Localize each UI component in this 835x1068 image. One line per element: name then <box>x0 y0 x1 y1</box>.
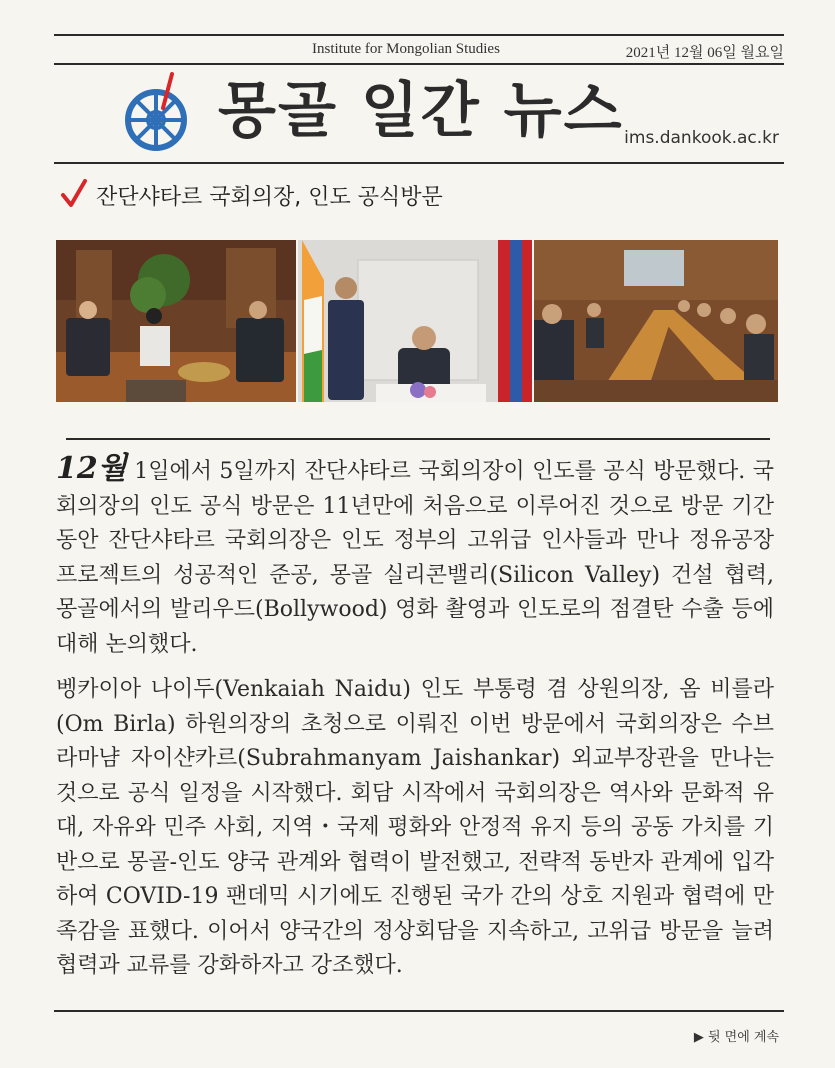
title-rule <box>54 162 784 164</box>
photo-signing-book <box>298 240 532 402</box>
article-lead-word: 12월 <box>56 451 127 486</box>
photo-strip <box>56 240 778 402</box>
header-rule <box>54 63 784 65</box>
check-mark-icon <box>60 178 88 208</box>
bottom-rule <box>54 1010 784 1012</box>
issue-date: 2021년 12월 06일 월요일 <box>625 45 784 61</box>
photo-meeting-room <box>56 240 296 402</box>
site-url: ims.dankook.ac.kr <box>624 128 779 148</box>
continue-note: ▶ 뒷 면에 계속 <box>693 1030 779 1045</box>
top-rule <box>54 34 784 36</box>
article-paragraph-1 <box>56 452 774 662</box>
photo-delegation-table <box>534 240 778 402</box>
headline: 잔단샤타르 국회의장, 인도 공식방문 <box>96 185 443 210</box>
institute-name: Institute for Mongolian Studies <box>312 41 500 57</box>
article-paragraph-2: 벵카이아 나이두(Venkaiah Naidu) 인도 부통령 겸 상원의장, 옴 비를라(Om Birla) 하원의장의 초청으로 이뤄진 이번 방문에서 국회의장은 수브라마냠 자이샨카르(Subrahmanyam Jaishankar) 외교부장관을 만나는 것으로 공식 일정을 시작했다. 회담 시작에서 국회의장은 역사와 문화적 유대, 자유와 민주 사회, 지역・국제 평화와 안정적 유지 등의 공동 가치를 기반으로 몽골-인도 양국 관계와 협력이 발전했고, 전략적 동반자 관계에 입각하여 COVID-19 팬데믹 시기에도 진행된 국가 간의 상호 지원과 협력에 만족감을 표했다. 이어서 양국간의 정상회담을 지속하고, 고위급 방문을 늘려 협력과 교류를 강화하자고 강조했다. <box>56 677 774 978</box>
header-subline <box>54 40 784 62</box>
ship-wheel-icon <box>120 72 192 154</box>
article-paragraph-1-text: 1일에서 5일까지 잔단샤타르 국회의장이 인도를 공식 방문했다. 국회의장의 인도 공식 방문은 11년만에 처음으로 이루어진 것으로 방문 기간 동안 잔단샤타르 국회의장은 인도 정부의 고위급 인사들과 만나 정유공장 프로젝트의 성공적인 준공, 몽골 실리콘밸리(Silicon Valley) 건설 협력, 몽골에서의 발리우드(Bollywood) 영화 촬영과 인도로의 점결탄 수출 등에 대해 논의했다. <box>56 459 774 657</box>
article-rule <box>66 438 770 440</box>
article-body <box>56 452 774 984</box>
newspaper-title: 몽골 일간 뉴스 <box>218 76 624 146</box>
